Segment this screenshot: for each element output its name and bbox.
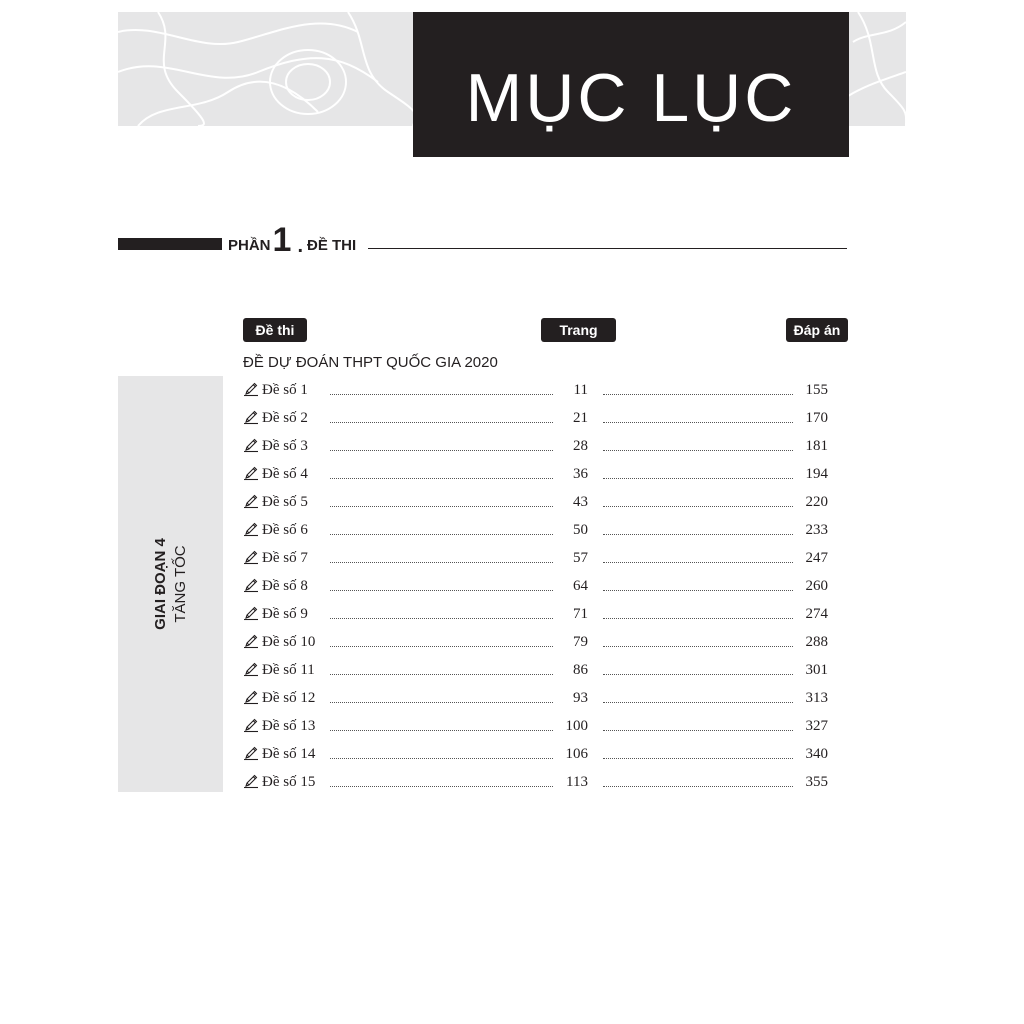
dot-leader <box>330 702 553 703</box>
exam-label: Đề số 1 <box>262 382 308 398</box>
answer-page-number: 288 <box>805 634 828 650</box>
toc-row[interactable] <box>243 408 848 436</box>
page-title: MỤC LỤC <box>465 59 797 136</box>
dot-leader <box>330 394 553 395</box>
page-number: 106 <box>565 746 588 762</box>
pencil-icon <box>243 717 259 738</box>
page-number: 86 <box>573 662 588 678</box>
stage-label <box>151 538 191 630</box>
page-number: 36 <box>573 466 588 482</box>
exam-label: Đề số 14 <box>262 746 316 762</box>
dot-leader <box>603 506 793 507</box>
exam-label: Đề số 3 <box>262 438 308 454</box>
toc-row[interactable] <box>243 464 848 492</box>
page-number: 79 <box>573 634 588 650</box>
dot-leader <box>603 534 793 535</box>
pencil-icon <box>243 437 259 458</box>
answer-page-number: 194 <box>805 466 828 482</box>
toc-row[interactable] <box>243 632 848 660</box>
page-number: 57 <box>573 550 588 566</box>
dot-leader <box>603 786 793 787</box>
dot-leader <box>330 506 553 507</box>
exam-label: Đề số 5 <box>262 494 308 510</box>
dot-leader <box>330 786 553 787</box>
page-number: 100 <box>565 718 588 734</box>
section-bar <box>118 238 222 250</box>
page-number: 21 <box>573 410 588 426</box>
exam-label: Đề số 2 <box>262 410 308 426</box>
part-dot: . <box>297 235 303 257</box>
answer-page-number: 233 <box>805 522 828 538</box>
pencil-icon <box>243 745 259 766</box>
pencil-icon <box>243 661 259 682</box>
toc-list <box>243 380 848 800</box>
pencil-icon <box>243 633 259 654</box>
page-number: 28 <box>573 438 588 454</box>
page-number: 43 <box>573 494 588 510</box>
toc-row[interactable] <box>243 772 848 800</box>
exam-label: Đề số 6 <box>262 522 308 538</box>
toc-row[interactable] <box>243 604 848 632</box>
pencil-icon <box>243 549 259 570</box>
toc-row[interactable] <box>243 688 848 716</box>
dot-leader <box>330 758 553 759</box>
dot-leader <box>603 674 793 675</box>
toc-row[interactable] <box>243 492 848 520</box>
toc-row[interactable] <box>243 548 848 576</box>
dot-leader <box>330 646 553 647</box>
toc-title-box <box>413 12 849 157</box>
answer-page-number: 155 <box>805 382 828 398</box>
toc-row[interactable] <box>243 520 848 548</box>
pencil-icon <box>243 605 259 626</box>
page-number: 50 <box>573 522 588 538</box>
answer-page-number: 340 <box>805 746 828 762</box>
dot-leader <box>603 478 793 479</box>
section-heading <box>228 221 357 259</box>
dot-leader <box>603 702 793 703</box>
stage-side-panel <box>118 376 223 792</box>
section-divider <box>368 248 847 249</box>
answer-page-number: 301 <box>805 662 828 678</box>
page-number: 64 <box>573 578 588 594</box>
exam-label: Đề số 7 <box>262 550 308 566</box>
dot-leader <box>603 590 793 591</box>
part-word: PHẦN <box>228 237 271 254</box>
answer-page-number: 274 <box>805 606 828 622</box>
part-name: ĐỀ THI <box>307 237 357 254</box>
stage-name: GIAI ĐOẠN 4 <box>151 538 169 630</box>
dot-leader <box>330 618 553 619</box>
answer-page-number: 181 <box>805 438 828 454</box>
answer-page-number: 355 <box>805 774 828 790</box>
page-number: 113 <box>566 774 588 790</box>
toc-row[interactable] <box>243 436 848 464</box>
answer-page-number: 327 <box>805 718 828 734</box>
dot-leader <box>603 562 793 563</box>
pencil-icon <box>243 521 259 542</box>
exam-label: Đề số 8 <box>262 578 308 594</box>
dot-leader <box>330 674 553 675</box>
toc-row[interactable] <box>243 716 848 744</box>
exam-label: Đề số 4 <box>262 466 308 482</box>
dot-leader <box>330 730 553 731</box>
answer-page-number: 247 <box>805 550 828 566</box>
exam-label: Đề số 10 <box>262 634 316 650</box>
dot-leader <box>330 478 553 479</box>
answer-page-number: 260 <box>805 578 828 594</box>
toc-row[interactable] <box>243 660 848 688</box>
dot-leader <box>603 450 793 451</box>
pencil-icon <box>243 689 259 710</box>
dot-leader <box>603 422 793 423</box>
column-header-page: Trang <box>541 318 616 342</box>
toc-row[interactable] <box>243 744 848 772</box>
page-number: 71 <box>573 606 588 622</box>
pencil-icon <box>243 409 259 430</box>
stage-subtitle: TĂNG TỐC <box>171 545 189 623</box>
dot-leader <box>330 422 553 423</box>
pencil-icon <box>243 773 259 794</box>
exam-label: Đề số 9 <box>262 606 308 622</box>
exam-label: Đề số 12 <box>262 690 316 706</box>
toc-row[interactable] <box>243 576 848 604</box>
exam-label: Đề số 11 <box>262 662 315 678</box>
part-number: 1 <box>272 221 292 259</box>
page-number: 11 <box>573 382 588 398</box>
pencil-icon <box>243 577 259 598</box>
dot-leader <box>330 450 553 451</box>
pencil-icon <box>243 381 259 402</box>
dot-leader <box>330 534 553 535</box>
dot-leader <box>603 646 793 647</box>
pencil-icon <box>243 465 259 486</box>
pencil-icon <box>243 493 259 514</box>
page-number: 93 <box>573 690 588 706</box>
answer-page-number: 220 <box>805 494 828 510</box>
column-header-answer: Đáp án <box>786 318 848 342</box>
group-title: ĐỀ DỰ ĐOÁN THPT QUỐC GIA 2020 <box>243 354 498 371</box>
column-header-exam: Đề thi <box>243 318 307 342</box>
dot-leader <box>603 730 793 731</box>
dot-leader <box>603 618 793 619</box>
dot-leader <box>330 562 553 563</box>
exam-label: Đề số 15 <box>262 774 316 790</box>
exam-label: Đề số 13 <box>262 718 316 734</box>
dot-leader <box>603 758 793 759</box>
dot-leader <box>603 394 793 395</box>
toc-row[interactable] <box>243 380 848 408</box>
answer-page-number: 170 <box>805 410 828 426</box>
answer-page-number: 313 <box>805 690 828 706</box>
dot-leader <box>330 590 553 591</box>
